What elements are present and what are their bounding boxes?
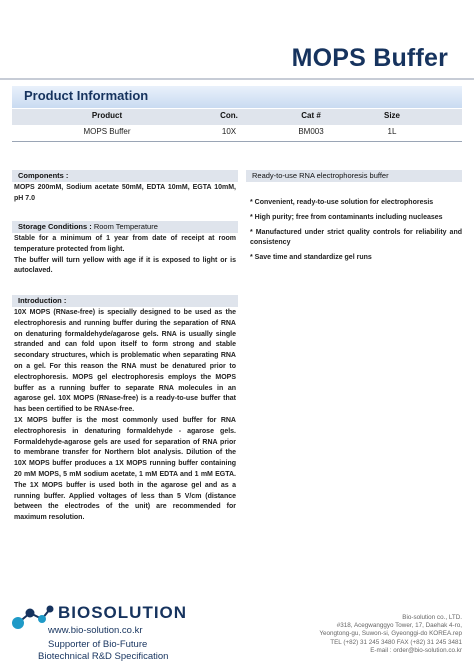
cell-catalog: BM003	[298, 127, 324, 136]
col-catalog: Cat #	[301, 111, 321, 120]
biosolution-logo	[10, 603, 190, 663]
storage-text	[14, 234, 236, 277]
features-heading: Ready-to-use RNA electrophoresis buffer	[252, 171, 389, 180]
introduction-text	[14, 308, 236, 524]
introduction-header	[12, 295, 238, 307]
company-info	[319, 614, 462, 655]
tagline-2: Biotechnical R&D Specification	[38, 651, 169, 662]
company-line: TEL (+82) 31 245 3480 FAX (+82) 31 245 3481	[330, 638, 462, 646]
components-header	[12, 170, 238, 182]
storage-heading: Storage Conditions :	[18, 222, 92, 231]
cell-product: MOPS Buffer	[83, 127, 131, 136]
introduction-heading: Introduction :	[18, 296, 67, 305]
col-concentration: Con.	[220, 111, 238, 120]
introduction-para-1: 10X MOPS (RNase-free) is specially designed to be used as the electrophoresis and running buffer during the separation of RNA on denaturing formaldehyde/agarose gels. RNA is usually single stranded and can fold upon itself to form strong and stable secondary structures, which is problematic when separating RNA on a gel. For this reason the RNA must be denatured prior to electrophoresis. MOPS gel electrophoresis employs the MOPS buffer as a running buffer to separate RNA molecules in an agarose gel. 10X MOPS (RNase-free) is a ready-to-use buffer that has been certified to be RNAse-free.	[14, 309, 236, 414]
features-header	[246, 170, 462, 182]
feature-bullet: * Save time and standardize gel runs	[250, 254, 372, 262]
brand-wordmark: BIOSOLUTION	[58, 603, 188, 622]
company-line: E-mail : order@bio-solution.co.kr	[370, 646, 462, 654]
company-line: Bio-solution co., LTD.	[402, 614, 462, 621]
product-info-heading: Product Information	[24, 88, 149, 103]
feature-bullet: * Convenient, ready-to-use solution for electrophoresis	[250, 199, 434, 206]
table-bottom-rule	[12, 141, 462, 142]
storage-header	[12, 221, 238, 233]
feature-bullet: * Manufactured under strict quality controls for reliability and consistency	[250, 228, 462, 247]
introduction-para-2: 1X MOPS buffer is the most commonly used buffer for RNA electrophoresis in denaturing formaldehyde - agarose gels. Formaldehyde-agarose gels are used for separation of RNA prior to membrane transfer for Northern blot analysis. Dilution of the 10X MOPS buffer produces a 1X MOPS running buffer containing 20 mM MOPS, 5 mM sodium acetate, 1 mM EDTA and 1 mM EGTA. The 1X MOPS buffer is used both in the agarose gel and as a running buffer. Applied voltages of less than 5 V/cm (distance between the electrodes of the unit) are recommended for maximum resolution.	[14, 416, 236, 522]
cell-size: 1L	[387, 127, 397, 136]
storage-line-2: The buffer will turn yellow with age if it is exposed to light or is autoclaved.	[14, 256, 236, 275]
components-heading: Components :	[18, 171, 69, 180]
col-product: Product	[91, 111, 123, 120]
page-title: MOPS Buffer	[291, 44, 448, 72]
storage-line-1: Stable for a minimum of 1 year from date of receipt at room temperature protected from light.	[14, 235, 236, 253]
company-line: Yeongtong-gu, Suwon-si, Gyeonggi-do KOREA.rep	[319, 630, 462, 638]
storage-value: Room Temperature	[93, 222, 158, 231]
col-size: Size	[383, 111, 401, 120]
title-divider	[0, 78, 474, 80]
cell-concentration: 10X	[221, 127, 237, 136]
product-info-bar	[12, 86, 462, 108]
feature-bullet: * High purity; free from contaminants including nucleases	[250, 213, 443, 221]
product-table-row	[12, 125, 462, 141]
tagline-1: Supporter of Bio-Future	[48, 639, 148, 650]
components-text: MOPS 200mM, Sodium acetate 50mM, EDTA 10mM, EGTA 10mM, pH 7.0	[14, 184, 236, 202]
features-list	[250, 198, 462, 268]
company-line: #318, Acegwanggyo Tower, 17, Daehak 4-ro,	[336, 622, 462, 630]
product-table-header	[12, 109, 462, 125]
website-url: www.bio-solution.co.kr	[48, 625, 143, 636]
